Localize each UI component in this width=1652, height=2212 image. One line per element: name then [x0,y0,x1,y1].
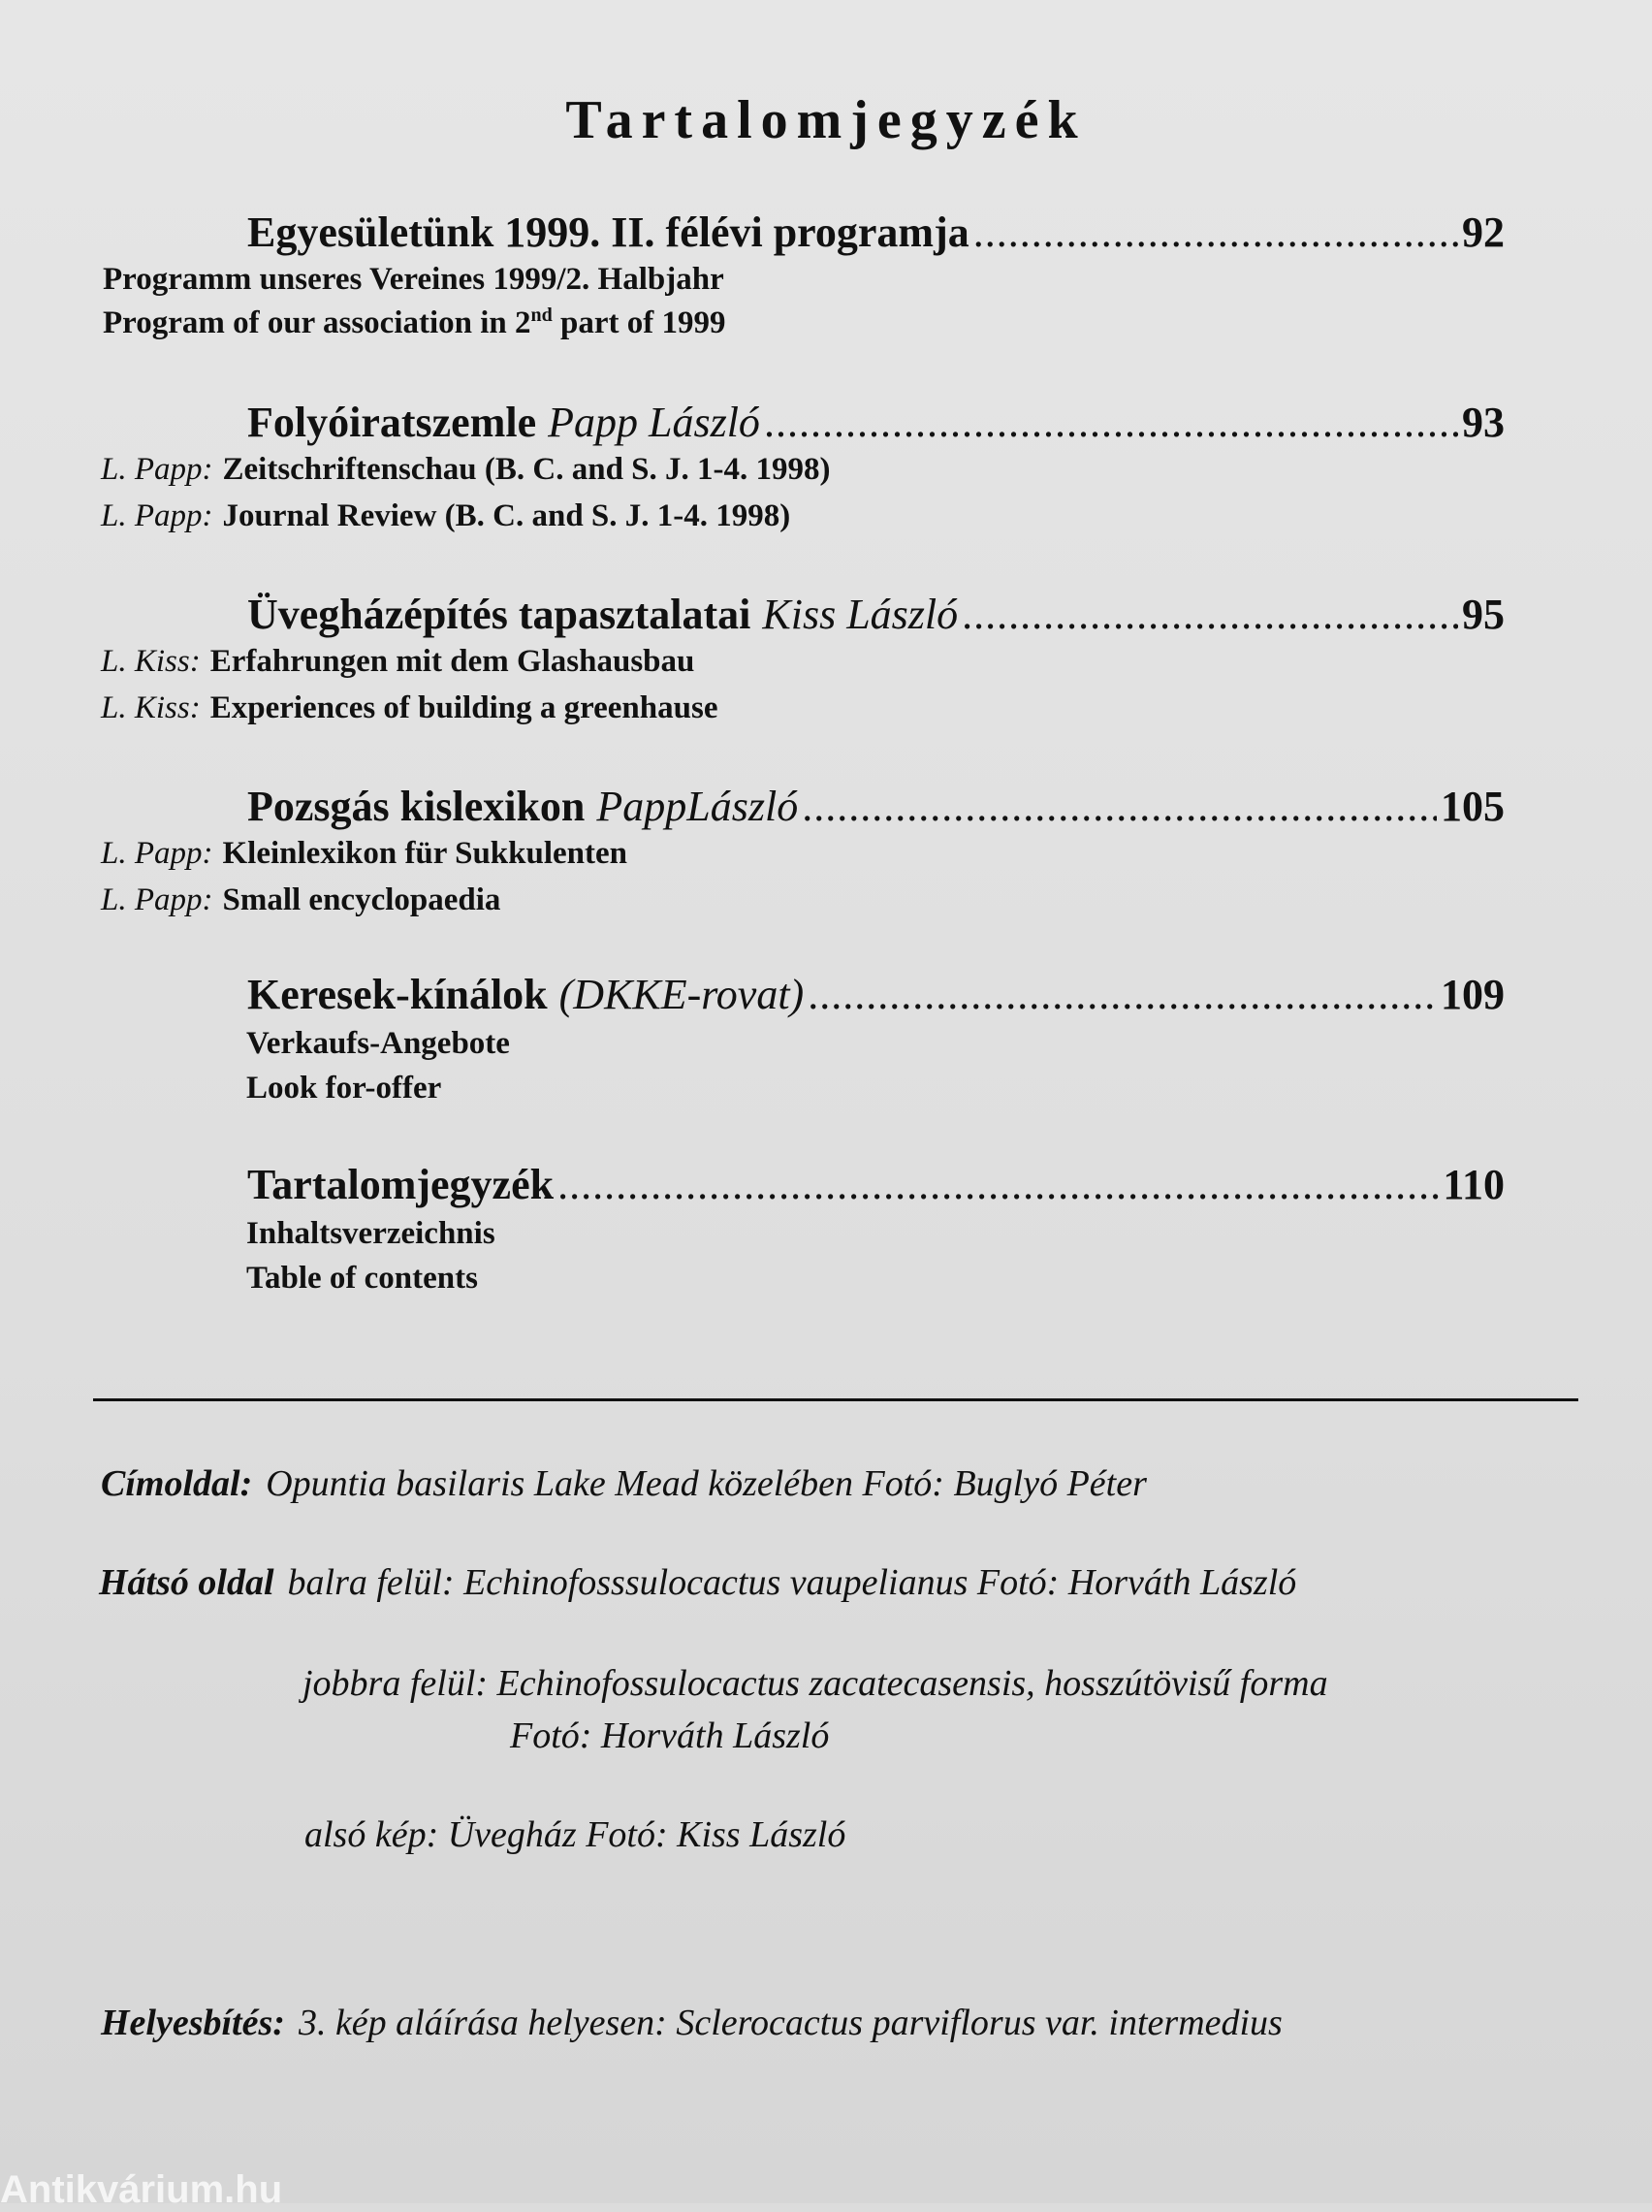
toc-translation [246,1026,510,1062]
toc-entry-page: 95 [1462,591,1505,638]
cover-credit-text: Opuntia basilaris Lake Mead közelében Fotó: Buglyó Péter [266,1463,1147,1504]
toc-entry-heading [247,590,1505,639]
toc-translation-text: Erfahrungen mit dem Glashausbau [209,644,695,679]
leader-dots [802,782,1437,831]
erratum-label: Helyesbítés: [101,2003,285,2043]
toc-entry-heading [247,208,1505,257]
leader-dots [808,970,1437,1019]
toc-entry-page: 105 [1441,783,1505,830]
toc-translation-text: Programm unseres Vereines 1999/2. Halbjahr [103,262,724,297]
leader-dots [973,208,1458,257]
toc-translation-text: Small encyclopaedia [222,882,501,917]
toc-translation [101,690,717,726]
back-credit [99,1561,1296,1604]
back-credit-top-right-photo: Fotó: Horváth László [510,1715,830,1756]
toc-entry-page: 109 [1441,971,1505,1018]
toc-entry-author: PappLászló [596,783,799,830]
toc-entry-title: Üvegházépítés tapasztalatai [247,591,751,638]
page-title: Tartalomjegyzék [565,90,1087,150]
toc-translation-author: L. Papp: [101,882,213,917]
toc-translation-author: L. Papp: [101,498,213,533]
toc-translation-text: Journal Review (B. C. and S. J. 1-4. 1998) [222,498,791,533]
toc-entry-heading [247,1160,1505,1209]
translation-text-part: part of 1999 [552,305,726,340]
toc-translation-author: L. Kiss: [101,644,201,679]
toc-entry-title: Keresek-kínálok [247,971,548,1018]
toc-translation-author: L. Papp: [101,836,213,871]
leader-dots [557,1160,1439,1209]
toc-translation [101,644,694,680]
toc-translation [246,1261,478,1297]
toc-entry-author: Papp László [548,399,760,446]
toc-translation-text: Kleinlexikon für Sukkulenten [222,836,628,871]
toc-entry-page: 93 [1462,399,1505,446]
toc-translation-text: Experiences of building a greenhause [209,690,718,725]
back-credit-label: Hátsó oldal [99,1562,274,1603]
back-credit-top-right: jobbra felül: Echinofossulocactus zacatecasensis, hosszútövisű forma [302,1663,1328,1704]
toc-translation [101,498,790,534]
toc-translation-author: L. Papp: [101,452,213,487]
watermark: Antikvárium.hu [0,2168,283,2211]
toc-translation [103,262,724,298]
toc-translation [101,452,831,488]
erratum [101,2002,1283,2044]
toc-entry-author: Kiss László [762,591,959,638]
toc-translation [101,836,627,872]
toc-entry-title: Pozsgás kislexikon [247,783,586,830]
translation-text-part: Program of our association in 2 [103,305,531,340]
toc-entry-title: Folyóiratszemle [247,399,537,446]
cover-credit [101,1462,1147,1505]
leader-dots [764,398,1458,447]
toc-translation [103,305,726,341]
toc-entry-title: Egyesületünk 1999. II. félévi programja [247,208,969,256]
toc-entry-heading [247,398,1505,447]
toc-translation-author: L. Kiss: [101,690,201,725]
back-credit-bottom: alsó kép: Üvegház Fotó: Kiss László [304,1814,846,1855]
toc-translation-text [103,305,726,340]
toc-translation-text: Look for-offer [246,1071,442,1106]
cover-credit-label: Címoldal: [101,1463,253,1504]
erratum-text: 3. kép aláírása helyesen: Sclerocactus parviflorus var. intermedius [298,2003,1283,2043]
toc-entry-title: Tartalomjegyzék [247,1161,555,1208]
ordinal-superscript: nd [530,305,553,326]
leader-dots [962,590,1458,639]
toc-entry-page: 110 [1443,1161,1505,1208]
toc-translation-text: Inhaltsverzeichnis [246,1216,495,1251]
toc-translation [246,1071,441,1106]
toc-translation-text: Zeitschriftenschau (B. C. and S. J. 1-4. 1998) [222,452,831,487]
back-credit-top-left: balra felül: Echinofosssulocactus vaupelianus Fotó: Horváth László [287,1562,1297,1603]
toc-translation [246,1216,495,1252]
toc-translation-text: Table of contents [246,1261,478,1296]
toc-entry-author: (DKKE-rovat) [558,971,805,1018]
toc-entry-heading [247,970,1505,1019]
toc-entry-heading [247,782,1505,831]
toc-translation-text: Verkaufs-Angebote [246,1026,510,1061]
toc-entry-page: 92 [1462,208,1505,256]
toc-translation [101,882,500,918]
section-divider [93,1398,1578,1401]
